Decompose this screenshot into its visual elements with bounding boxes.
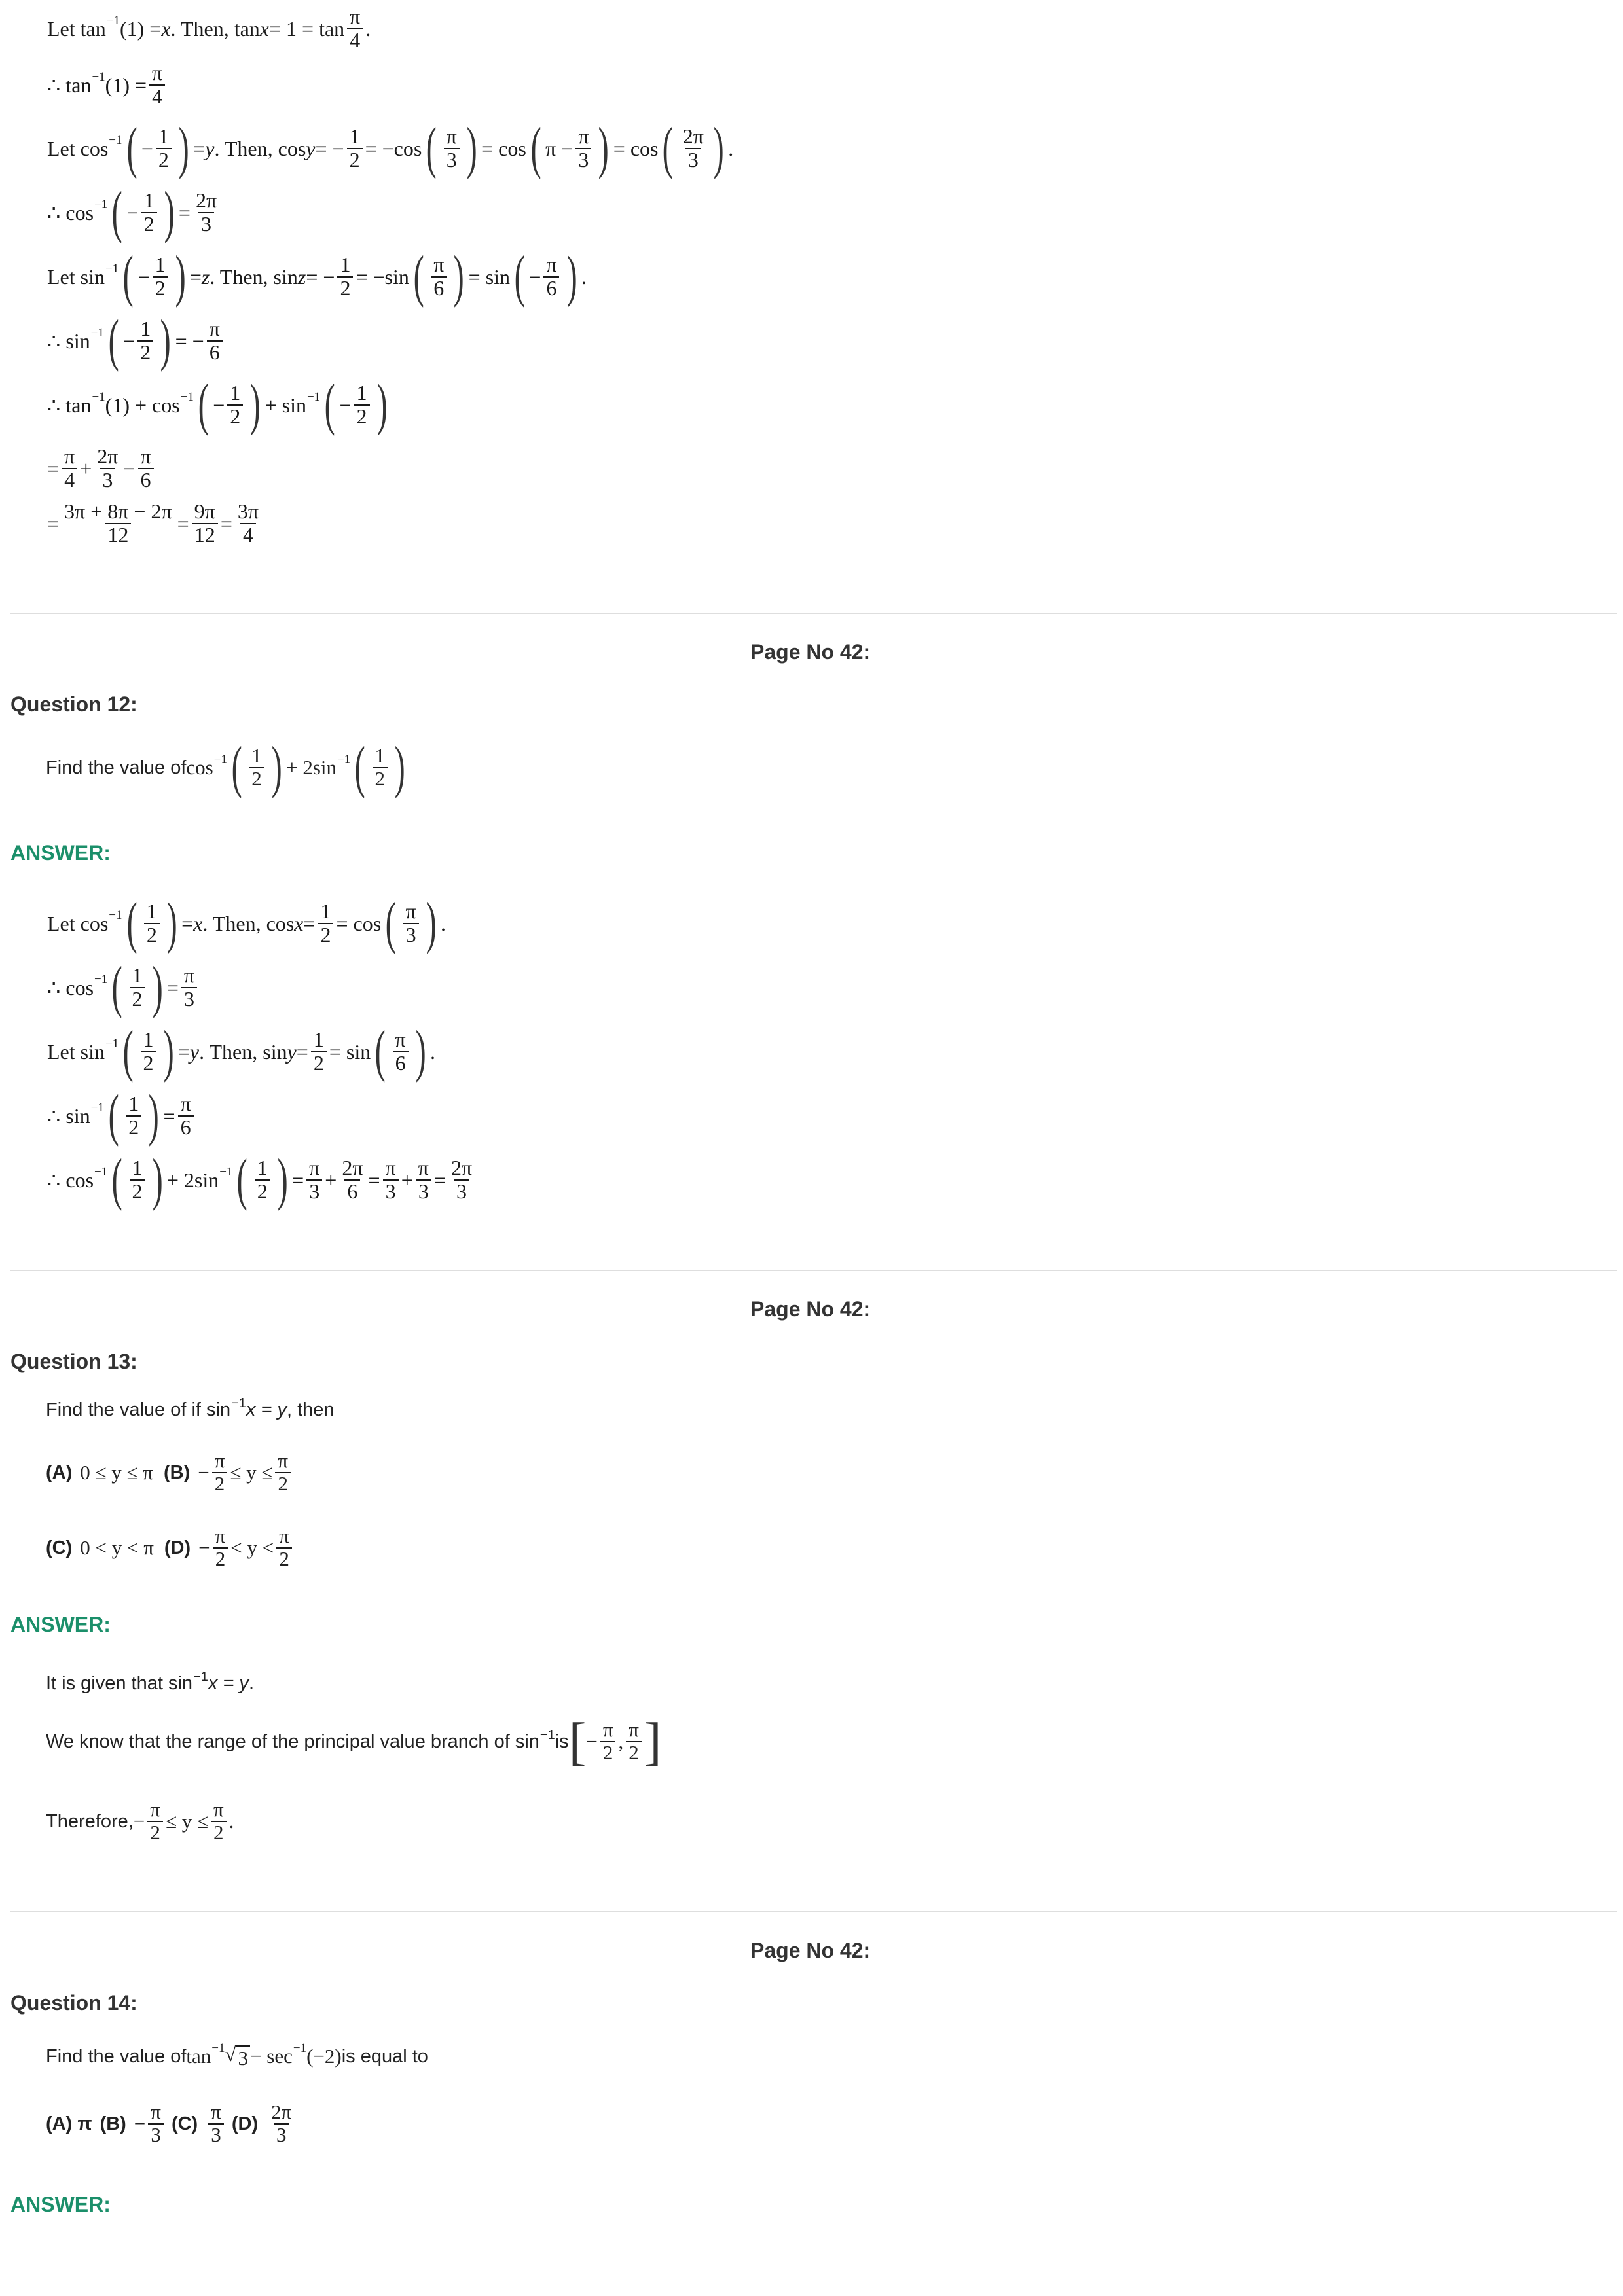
answer-line-1: It is given that sin $^{-1}$ x = y . <box>46 1669 254 1694</box>
question-title: Question 12: <box>10 692 137 716</box>
solution-line-7: ∴ tan $^{-1}$ (1) + cos $^{-1}$ ( − $\frac{1}{2}$ ) + sin $^{-1}$ ( − $\frac{1}{2}$ ) <box>47 373 388 437</box>
answer-label: ANSWER: <box>10 841 111 865</box>
solution-line-5: Let sin $^{-1}$ ( − $\frac{1}{2}$ ) = z . Then, sin z = − $\frac{1}{2}$ = −sin ( $\frac{\pi}{6}$ ) = sin ( − $\frac{\pi}{6}$ ) . <box>47 245 587 308</box>
option-row-ab <box>46 1443 293 1502</box>
option-c-label[interactable]: (C) <box>171 2113 198 2134</box>
section-divider <box>10 1911 1617 1912</box>
option-b-label[interactable]: (B) <box>100 2113 126 2134</box>
section-divider <box>10 1270 1617 1271</box>
solution-line-9: = $\frac{3\pi + 8\pi - 2\pi}{12}$ = $\frac{9\pi}{12}$ = $\frac{3\pi}{4}$ <box>47 499 259 547</box>
question-text: Find the value of cos $^{-1}$ ( $\frac{1}{2}$ ) + 2sin $^{-1}$ ( $\frac{1}{2}$ ) <box>46 736 405 799</box>
answer-line-1: Let cos $^{-1}$ ( $\frac{1}{2}$ ) = x . Then, cos x = $\frac{1}{2}$ = cos ( $\frac{\pi}{3}$ ) . <box>47 891 446 955</box>
answer-line-5: ∴ cos $^{-1}$ ( $\frac{1}{2}$ ) + 2sin $^{-1}$ ( $\frac{1}{2}$ ) = $\frac{\pi}{3}$ + $\frac{2\pi}{6}$ = $\frac{\pi}{3}$ + $\frac{\pi}{3}$ = $\frac{2\pi}{3}$ <box>47 1148 473 1211</box>
option-b-value: − $\frac{\pi}{2}$ ≤ y ≤ $\frac{\pi}{2}$ <box>198 1450 293 1494</box>
option-c-value: 0 < y < π <box>80 1536 154 1559</box>
option-a-value: 0 ≤ y ≤ π <box>80 1461 153 1484</box>
option-a-label[interactable]: (A) <box>46 1462 73 1483</box>
answer-line-3: Let sin $^{-1}$ ( $\frac{1}{2}$ ) = y . Then, sin y = $\frac{1}{2}$ = sin ( $\frac{\pi}{6}$ ) . <box>47 1020 436 1083</box>
sqrt-symbol: √ 3 <box>225 2043 251 2070</box>
solution-line-4: ∴ cos $^{-1}$ ( − $\frac{1}{2}$ ) = $\frac{2\pi}{3}$ <box>47 181 217 244</box>
answer-label: ANSWER: <box>10 1613 111 1636</box>
option-d-label[interactable]: (D) <box>164 1537 191 1558</box>
option-c-label[interactable]: (C) <box>46 1537 73 1558</box>
answer-line-4: ∴ sin $^{-1}$ ( $\frac{1}{2}$ ) = $\frac{\pi}{6}$ <box>47 1086 196 1145</box>
solution-line-8: = $\frac{\pi}{4}$ + $\frac{2\pi}{3}$ − $\frac{\pi}{6}$ <box>47 442 156 495</box>
question-title: Question 14: <box>10 1991 137 2015</box>
option-d-label[interactable]: (D) <box>231 2113 259 2134</box>
solution-line-1: Let tan $^{-1}$ (1) = x . Then, tan x = 1 = tan $\frac{\pi}{4}$ . <box>47 5 371 52</box>
page-number: Page No 42: <box>750 640 871 664</box>
section-divider <box>10 613 1617 614</box>
answer-label: ANSWER: <box>10 2193 111 2216</box>
question-text: Find the value of if sin $^{-1}$ x = y , then <box>46 1395 335 1420</box>
solution-line-3: Let cos $^{-1}$ ( − $\frac{1}{2}$ ) = y . Then, cos y = − $\frac{1}{2}$ = −cos ( $\frac{\pi}{3}$ ) = cos ( π − $\frac{\pi}{3}$ ) = cos ( $\frac{2\pi}{3}$ ) . <box>47 117 734 180</box>
question-text: Find the value of tan $^{-1}$ √ 3 − sec $^{-1}$ (−2) is equal to <box>46 2041 428 2070</box>
option-row-cd <box>46 1518 295 1577</box>
answer-line-3: Therefore, − $\frac{\pi}{2}$ ≤ y ≤ $\frac{\pi}{2}$ . <box>46 1798 234 1844</box>
solution-line-6: ∴ sin $^{-1}$ ( − $\frac{1}{2}$ ) = − $\frac{\pi}{6}$ <box>47 312 225 370</box>
option-b-label[interactable]: (B) <box>163 1462 191 1483</box>
option-row: (A) π (B) − $\frac{\pi}{3}$ (C) $\frac{\pi}{3}$ (D) $\frac{2\pi}{3}$ <box>46 2100 292 2146</box>
page-number: Page No 42: <box>750 1939 871 1962</box>
option-a[interactable]: (A) π <box>46 2113 92 2134</box>
question-title: Question 13: <box>10 1350 137 1373</box>
page-number: Page No 42: <box>750 1297 871 1321</box>
solution-line-2: ∴ tan $^{-1}$ (1) = $\frac{\pi}{4}$ <box>47 65 168 105</box>
answer-line-2: ∴ cos $^{-1}$ ( $\frac{1}{2}$ ) = $\frac{\pi}{3}$ <box>47 958 200 1017</box>
answer-line-2: We know that the range of the principal value branch of sin $^{-1}$ is [ − $\frac{\pi}{2}$ , $\frac{\pi}{2}$ ] <box>46 1713 662 1770</box>
option-d-value: − $\frac{\pi}{2}$ < y < $\frac{\pi}{2}$ <box>198 1526 295 1570</box>
